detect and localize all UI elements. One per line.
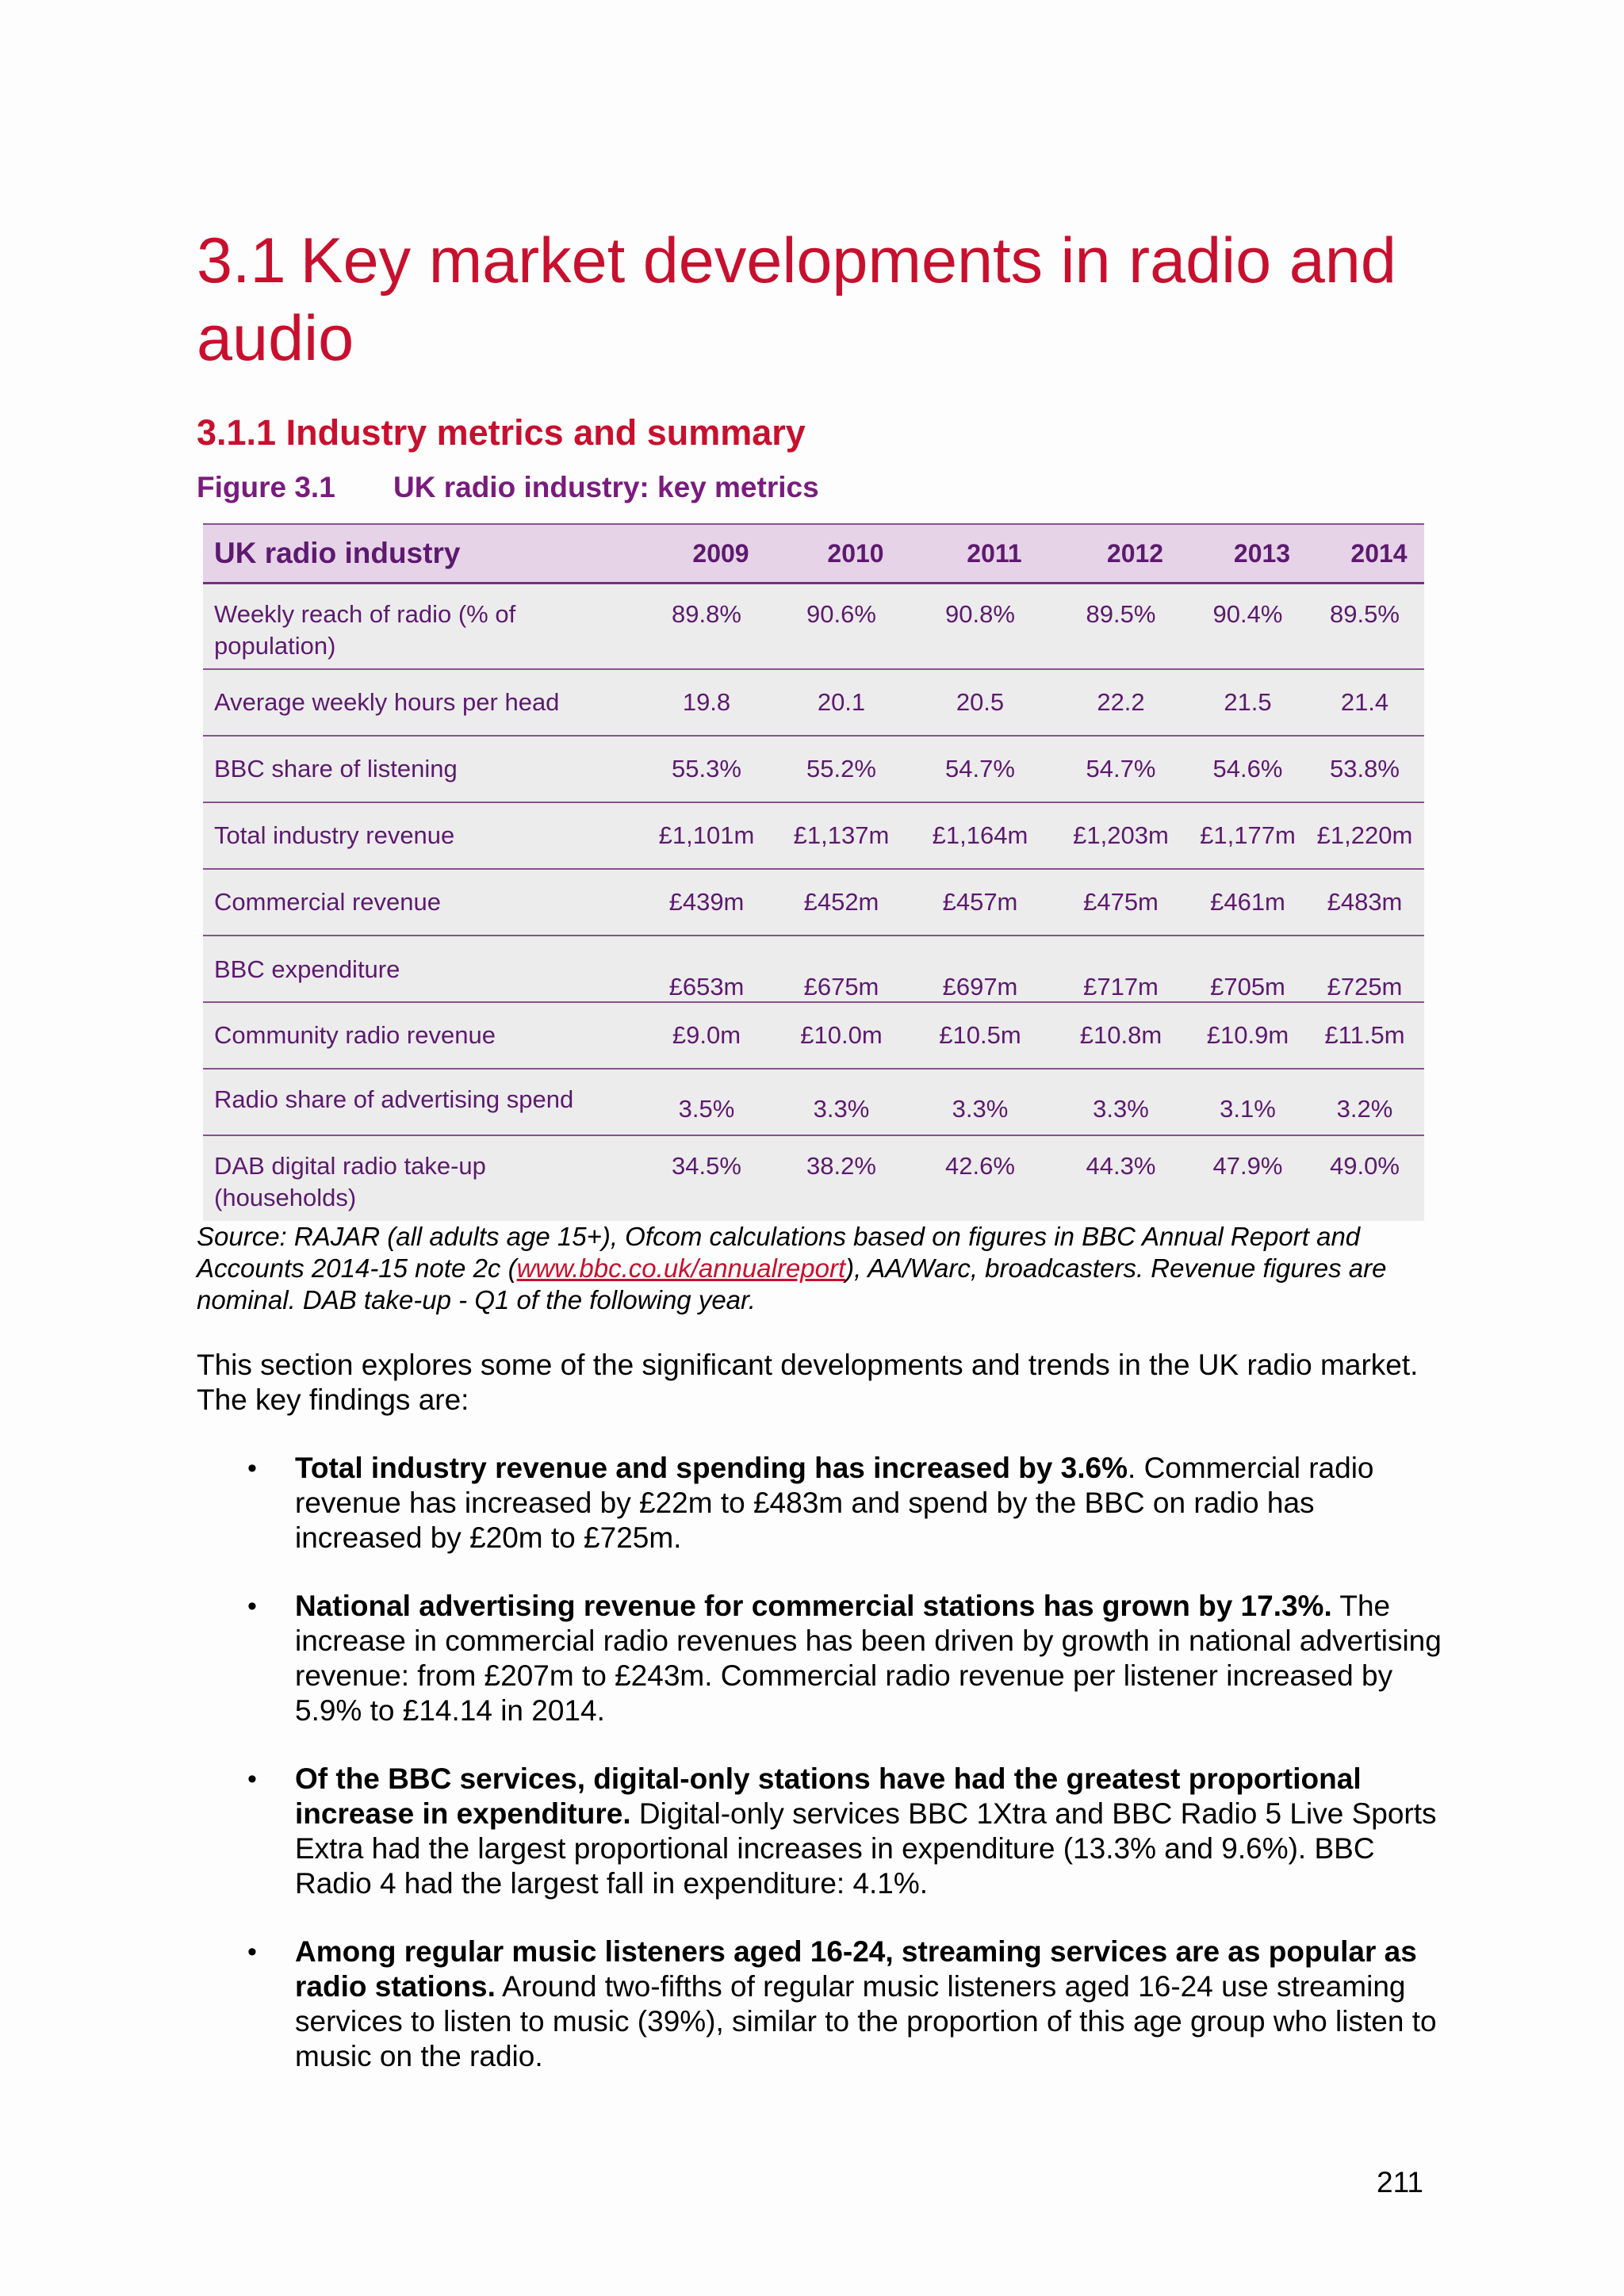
bullet-icon: • (247, 1764, 257, 1794)
page-number: 211 (1377, 2166, 1423, 2198)
table-cell: £1,101m (639, 802, 774, 869)
bullet-icon: • (247, 1453, 257, 1483)
table-cell: 21.5 (1190, 669, 1305, 736)
table-header-row (203, 524, 1424, 584)
table-cell: 20.5 (909, 669, 1051, 736)
year-header: 2010 (774, 524, 909, 584)
table-cell: 21.4 (1305, 669, 1424, 736)
row-label: Total industry revenue (203, 802, 639, 869)
table-cell: £452m (774, 869, 909, 936)
table-cell: 3.2% (1305, 1069, 1424, 1135)
bullet-icon: • (247, 1937, 257, 1967)
table-cell: £10.5m (909, 1002, 1051, 1069)
table-cell: £725m (1305, 936, 1424, 1002)
row-label: Community radio revenue (203, 1002, 639, 1069)
finding-text: Around two-fifths of regular music listeners aged 16-24 use streaming services to listen to music (39%), similar to the proportion of this age group who listen to music on the radio. (295, 1970, 1437, 2072)
table-cell: £461m (1190, 869, 1305, 936)
finding-text: Digital-only services BBC 1Xtra and BBC Radio 5 Live Sports Extra had the largest proportional increases in expenditure (13.3% and 9.6%). BBC Radio 4 had the largest fall in expenditure: 4.1%. (295, 1797, 1437, 1900)
key-findings-list (197, 1451, 1442, 2107)
table-cell: 49.0% (1330, 1151, 1400, 1180)
section-title-text: Key market developments in radio and audio (197, 225, 1396, 374)
table-cell: £10.0m (774, 1002, 909, 1069)
year-header: 2013 (1190, 524, 1305, 584)
source-text: Source: RAJAR (all adults age 15+), Ofcom calculations based on figures in BBC Annual Report and Accounts 2014-15 note 2c ( (197, 1222, 1361, 1283)
finding-bold: Total industry revenue and spending has increased by 3.6% (295, 1452, 1128, 1484)
table-row (203, 936, 1424, 1002)
table-cell: 42.6% (945, 1151, 1015, 1180)
table-cell: 55.2% (774, 736, 909, 802)
table-row (203, 1135, 1424, 1221)
row-label: Weekly reach of radio (% of population) (203, 584, 639, 669)
row-label: Average weekly hours per head (203, 669, 639, 736)
figure-number: Figure 3.1 (197, 471, 335, 503)
page-title (197, 222, 1450, 377)
table-cell: 3.3% (774, 1069, 909, 1135)
table-row (203, 584, 1424, 669)
table-cell: £1,177m (1190, 802, 1305, 869)
table-cell: 3.5% (639, 1069, 774, 1135)
subsection-heading: 3.1.1 Industry metrics and summary (197, 412, 806, 453)
intro-paragraph: This section explores some of the significant developments and trends in the UK radio market. The key findings are: (197, 1349, 1419, 1416)
table-row (203, 1002, 1424, 1069)
row-label: BBC expenditure (203, 936, 639, 1002)
source-note (197, 1221, 1434, 1316)
list-item (197, 1451, 1442, 1556)
table-header-label: UK radio industry (203, 524, 639, 584)
key-metrics-table (203, 523, 1424, 1221)
table-cell: 22.2 (1051, 669, 1190, 736)
table-cell: 89.5% (1051, 584, 1190, 669)
finding-text: . Commercial radio revenue has increased by £22m to £483m and spend by the BBC on radio has increased by £20m to £725m. (295, 1452, 1374, 1554)
table-cell: £1,164m (909, 802, 1051, 869)
table-cell: 55.3% (639, 736, 774, 802)
table-cell: £653m (639, 936, 774, 1002)
year-header: 2012 (1051, 524, 1190, 584)
table-cell: £1,220m (1305, 802, 1424, 869)
table-cell: £439m (639, 869, 774, 936)
table-cell: 89.8% (639, 584, 774, 669)
table-cell: £457m (909, 869, 1051, 936)
table-cell: 20.1 (774, 669, 909, 736)
table-cell: £705m (1190, 936, 1305, 1002)
bullet-icon: • (247, 1591, 257, 1621)
table-cell: 54.7% (1051, 736, 1190, 802)
table-cell: 3.3% (1051, 1069, 1190, 1135)
table-cell: 53.8% (1305, 736, 1424, 802)
finding-bold: National advertising revenue for commercial stations has grown by 17.3%. (295, 1590, 1332, 1622)
table-row (203, 736, 1424, 802)
table-row (203, 669, 1424, 736)
finding-bold: Among regular music listeners aged 16-24, streaming services are as popular as radio stations. (295, 1935, 1417, 2003)
annual-report-link[interactable]: www.bbc.co.uk/annualreport (516, 1253, 846, 1283)
table-cell: £483m (1305, 869, 1424, 936)
table-row (203, 869, 1424, 936)
section-number: 3.1 (197, 225, 286, 297)
table-cell: £1,137m (774, 802, 909, 869)
table-cell: 54.6% (1190, 736, 1305, 802)
table-cell: £11.5m (1305, 1002, 1424, 1069)
year-header: 2011 (909, 524, 1051, 584)
figure-caption (197, 468, 819, 507)
table-cell: £1,203m (1051, 802, 1190, 869)
table-cell: 47.9% (1212, 1151, 1283, 1180)
table-cell: 90.4% (1190, 584, 1305, 669)
finding-text: The increase in commercial radio revenues has been driven by growth in national advertising revenue: from £207m to £243m. Commercial radio revenue per listener increased by 5.9% to £14.14 in 2014. (295, 1590, 1442, 1727)
table-cell: £697m (909, 936, 1051, 1002)
table-cell: 38.2% (806, 1151, 876, 1180)
table-cell: 34.5% (672, 1151, 741, 1180)
table-cell: 44.3% (1086, 1151, 1156, 1180)
table-cell: £9.0m (639, 1002, 774, 1069)
table-cell: 3.3% (909, 1069, 1051, 1135)
figure-title: UK radio industry: key metrics (393, 471, 819, 503)
table-cell: £717m (1051, 936, 1190, 1002)
row-label: BBC share of listening (203, 736, 639, 802)
table-cell: £675m (774, 936, 909, 1002)
table-cell: 19.8 (639, 669, 774, 736)
table-cell: 3.1% (1190, 1069, 1305, 1135)
table-cell: 90.8% (909, 584, 1051, 669)
finding-bold: Of the BBC services, digital-only stations have had the greatest proportional increase in expenditure. (295, 1762, 1362, 1830)
table-cell: 54.7% (909, 736, 1051, 802)
table-cell: £475m (1051, 869, 1190, 936)
table-cell: 90.6% (774, 584, 909, 669)
source-text-end: ), AA/Warc, broadcasters. Revenue figures are nominal. DAB take-up - Q1 of the following year. (197, 1253, 1387, 1314)
year-header: 2014 (1305, 524, 1424, 584)
row-label: Commercial revenue (203, 869, 639, 936)
list-item (197, 1589, 1442, 1728)
table-cell: 89.5% (1305, 584, 1424, 669)
year-header: 2009 (639, 524, 774, 584)
table-row (203, 1069, 1424, 1135)
list-item (197, 1762, 1442, 1901)
row-label: Radio share of advertising spend (203, 1069, 639, 1135)
table-cell: £10.8m (1051, 1002, 1190, 1069)
list-item (197, 1934, 1442, 2074)
table-cell: £10.9m (1190, 1002, 1305, 1069)
table-row (203, 802, 1424, 869)
row-label: DAB digital radio take-up (households) (214, 1151, 486, 1211)
